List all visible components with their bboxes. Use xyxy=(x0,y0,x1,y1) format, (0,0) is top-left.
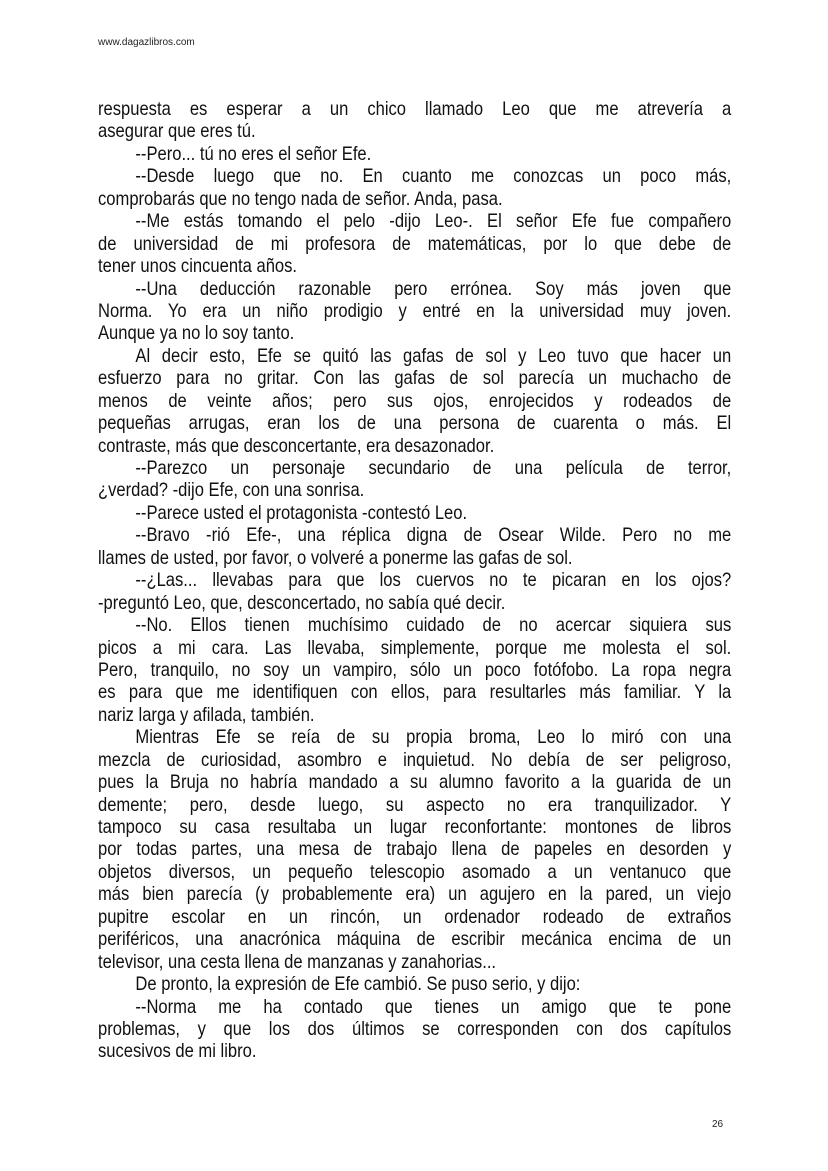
text-line: -preguntó Leo, que, desconcertado, no sabía qué decir. xyxy=(98,591,506,614)
text-line: Pero, tranquilo, no soy un vampiro, sólo un poco fotófobo. La ropa negra xyxy=(98,658,732,681)
text-line: tampoco su casa resultaba un lugar reconfortante: montones de libros xyxy=(98,816,732,838)
paragraph xyxy=(98,457,731,502)
text-line: periféricos, una anacrónica máquina de escribir mecánica encima de un xyxy=(98,928,732,951)
text-line: --Desde luego que no. En cuanto me conozcas un poco más, xyxy=(135,165,732,188)
text-line: --Bravo -rió Efe-, una réplica digna de Osear Wilde. Pero no me xyxy=(135,524,732,547)
text-line: llames de usted, por favor, o volveré a ponerme las gafas de sol. xyxy=(98,546,573,569)
text-line: mezcla de curiosidad, asombro e inquietud. No debía de ser peligroso, xyxy=(98,748,732,771)
paragraph xyxy=(98,569,731,614)
text-line: --Parece usted el protagonista -contestó Leo. xyxy=(135,501,468,524)
text-line: tener unos cincuenta años. xyxy=(98,255,298,278)
text-line: contraste, más que desconcertante, era desazonador. xyxy=(98,434,495,457)
text-line: esfuerzo para no gritar. Con las gafas de sol parecía un muchacho de xyxy=(98,367,732,390)
text-line: pequeñas arrugas, eran los de una persona de cuarenta o más. El xyxy=(98,412,732,435)
text-line: de universidad de mi profesora de matemáticas, por lo que debe de xyxy=(98,232,732,255)
paragraph xyxy=(98,98,731,143)
text-line: --Parezco un personaje secundario de una película de terror, xyxy=(135,457,732,479)
page-header-url: www.dagazlibros.com xyxy=(98,37,195,48)
text-line: sucesivos de mi libro. xyxy=(98,1040,257,1063)
text-line: Al decir esto, Efe se quitó las gafas de sol y Leo tuvo que hacer un xyxy=(135,344,732,367)
paragraph xyxy=(98,973,731,995)
text-line: por todas partes, una mesa de trabajo llena de papeles en desorden y xyxy=(98,838,732,861)
paragraph xyxy=(98,726,731,973)
paragraph xyxy=(98,165,731,210)
text-line: --Me estás tomando el pelo -dijo Leo-. El señor Efe fue compañero xyxy=(135,210,732,233)
text-line: nariz larga y afilada, también. xyxy=(98,703,315,726)
text-line: pupitre escolar en un rincón, un ordenador rodeado de extraños xyxy=(98,905,732,928)
text-line: De pronto, la expresión de Efe cambió. Se puso serio, y dijo: xyxy=(135,973,581,996)
text-line: más bien parecía (y probablemente era) un agujero en la pared, un viejo xyxy=(98,883,732,906)
page-body-text xyxy=(98,98,731,1063)
text-line: Mientras Efe se reía de su propia broma, Leo lo miró con una xyxy=(135,726,732,749)
text-line: comprobarás que no tengo nada de señor. Anda, pasa. xyxy=(98,187,503,210)
paragraph xyxy=(98,996,731,1063)
text-line: pues la Bruja no habría mandado a su alumno favorito a la guarida de un xyxy=(98,771,732,794)
text-line: menos de veinte años; pero sus ojos, enrojecidos y rodeados de xyxy=(98,389,732,412)
text-line: --No. Ellos tienen muchísimo cuidado de no acercar siquiera sus xyxy=(135,614,732,637)
paragraph xyxy=(98,143,731,165)
text-line: ¿verdad? -dijo Efe, con una sonrisa. xyxy=(98,479,365,502)
text-line: --Pero... tú no eres el señor Efe. xyxy=(135,142,372,165)
paragraph xyxy=(98,502,731,524)
paragraph xyxy=(98,345,731,457)
text-line: asegurar que eres tú. xyxy=(98,120,256,143)
text-line: Norma. Yo era un niño prodigio y entré en la universidad muy joven. xyxy=(98,299,732,322)
text-line: respuesta es esperar a un chico llamado Leo que me atrevería a xyxy=(98,98,732,120)
paragraph xyxy=(98,210,731,277)
text-line: --Una deducción razonable pero errónea. Soy más joven que xyxy=(135,277,732,300)
text-line: objetos diversos, un pequeño telescopio asomado a un ventanuco que xyxy=(98,860,732,883)
paragraph xyxy=(98,278,731,345)
page-number: 26 xyxy=(712,1119,724,1130)
text-line: problemas, y que los dos últimos se corresponden con dos capítulos xyxy=(98,1017,732,1040)
text-line: picos a mi cara. Las llevaba, simplemente, porque me molesta el sol. xyxy=(98,636,732,659)
text-line: --Norma me ha contado que tienes un amigo que te pone xyxy=(135,995,732,1018)
paragraph xyxy=(98,614,731,726)
text-line: es para que me identifiquen con ellos, para resultarles más familiar. Y la xyxy=(98,681,732,704)
text-line: --¿Las... llevabas para que los cuervos no te picaran en los ojos? xyxy=(135,569,732,592)
text-line: televisor, una cesta llena de manzanas y zanahorias... xyxy=(98,950,497,973)
text-line: Aunque ya no lo soy tanto. xyxy=(98,322,295,345)
text-line: demente; pero, desde luego, su aspecto no era tranquilizador. Y xyxy=(98,793,732,816)
paragraph xyxy=(98,524,731,569)
